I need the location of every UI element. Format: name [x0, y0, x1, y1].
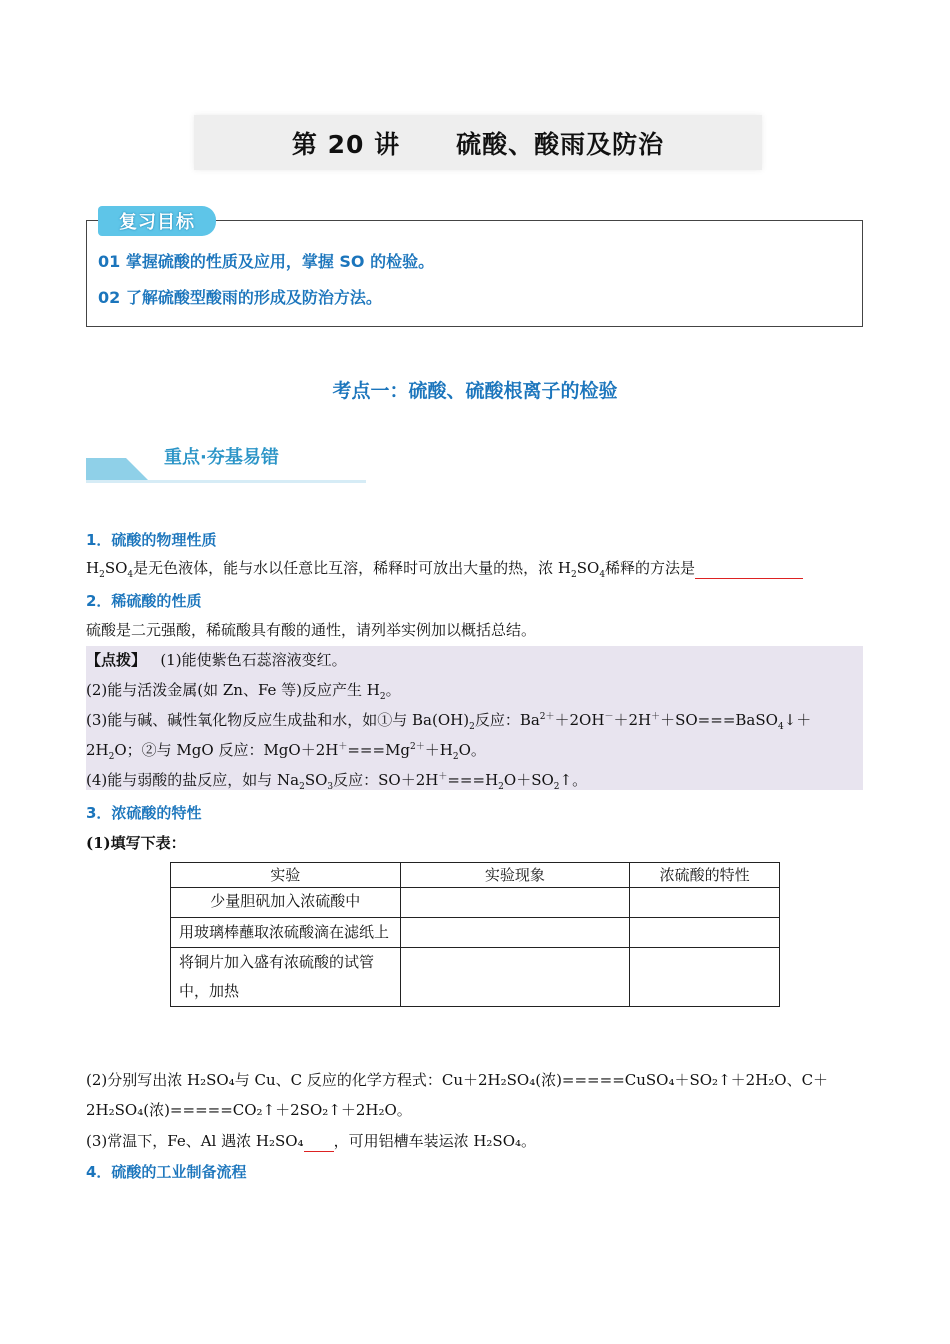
- s1-heading: 1．硫酸的物理性质: [86, 531, 217, 549]
- hint-line-2: (2)能与活泼金属(如 Zn、Fe 等)反应产生 $H_2$。: [86, 681, 401, 702]
- s3-fill-instruction: (1)填写下表：: [86, 834, 186, 852]
- section-heading: 考点一：硫酸、硫酸根离子的检验: [332, 380, 618, 402]
- s4-heading: 4．硫酸的工业制备流程: [86, 1163, 247, 1181]
- table-cell: 少量胆矾加入浓硫酸中: [171, 888, 401, 918]
- s1-text: $H_2SO_4$是无色液体，能与水以任意比互溶，稀释时可放出大量的热，浓 $H_2SO_4$稀释的方法是: [86, 558, 803, 579]
- s3-equation-line-1: (2)分别写出浓 H₂SO₄与 Cu、C 反应的化学方程式：Cu＋2H₂SO₄(浓)=====CuSO₄＋SO₂↑＋2H₂O、C＋: [86, 1071, 829, 1089]
- table-cell: 将铜片加入盛有浓硫酸的试管中，加热: [171, 948, 401, 1007]
- hint-line-3: (3)能与碱、碱性氧化物反应生成盐和水，如①与 $Ba(OH)_2$反应：$Ba^{2+}+2OH^-+2H^++SO===BaSO_4↓+$: [86, 711, 812, 732]
- table-cell-blank[interactable]: [400, 888, 630, 918]
- goal-item-1: 01 掌握硫酸的性质及应用，掌握 SO 的检验。: [98, 252, 435, 271]
- title-topic: 硫酸、酸雨及防治: [456, 129, 665, 159]
- answer-blank[interactable]: [304, 1131, 334, 1152]
- table-header: 浓硫酸的特性: [630, 863, 780, 888]
- s2-intro: 硫酸是二元强酸，稀硫酸具有酸的通性，请列举实例加以概括总结。: [86, 621, 537, 639]
- key-points-label: 重点·夯基易错: [164, 447, 279, 468]
- answer-blank[interactable]: [695, 558, 803, 579]
- page-title: [194, 115, 762, 170]
- s3-equation-line-2: 2H₂SO₄(浓)=====CO₂↑＋2SO₂↑＋2H₂O。: [86, 1101, 412, 1119]
- table-cell-blank[interactable]: [400, 948, 630, 1007]
- table-cell-blank[interactable]: [630, 918, 780, 948]
- title-lecture: 第 20 讲: [291, 129, 401, 159]
- review-goals-box: [86, 220, 863, 327]
- table-header: 实验: [171, 863, 401, 888]
- table-cell-blank[interactable]: [630, 888, 780, 918]
- hint-line-1: 【点拨】 (1)能使紫色石蕊溶液变红。: [86, 651, 347, 669]
- hint-tag: 【点拨】: [86, 651, 147, 669]
- s2-heading: 2．稀硫酸的性质: [86, 592, 202, 610]
- table-cell-blank[interactable]: [400, 918, 630, 948]
- review-goals-tag: 复习目标: [98, 206, 216, 236]
- table-cell-blank[interactable]: [630, 948, 780, 1007]
- experiment-table: [170, 862, 780, 1007]
- goal-item-2: 02 了解硫酸型酸雨的形成及防治方法。: [98, 288, 382, 307]
- s3-q3: (3)常温下，Fe、Al 遇浓 H₂SO₄ ，可用铝槽车装运浓 H₂SO₄。: [86, 1132, 537, 1150]
- table-header: 实验现象: [400, 863, 630, 888]
- table-cell: 用玻璃棒蘸取浓硫酸滴在滤纸上: [171, 918, 401, 948]
- s3-heading: 3．浓硫酸的特性: [86, 804, 202, 822]
- hint-line-4: $2H_2O$；②与 MgO 反应：$MgO+2H^+===Mg^{2+}+H_2O$。: [86, 741, 486, 762]
- hint-line-5: (4)能与弱酸的盐反应，如与 $Na_2SO_3$反应：$SO+2H^+===H_2O+SO_2↑$。: [86, 771, 588, 792]
